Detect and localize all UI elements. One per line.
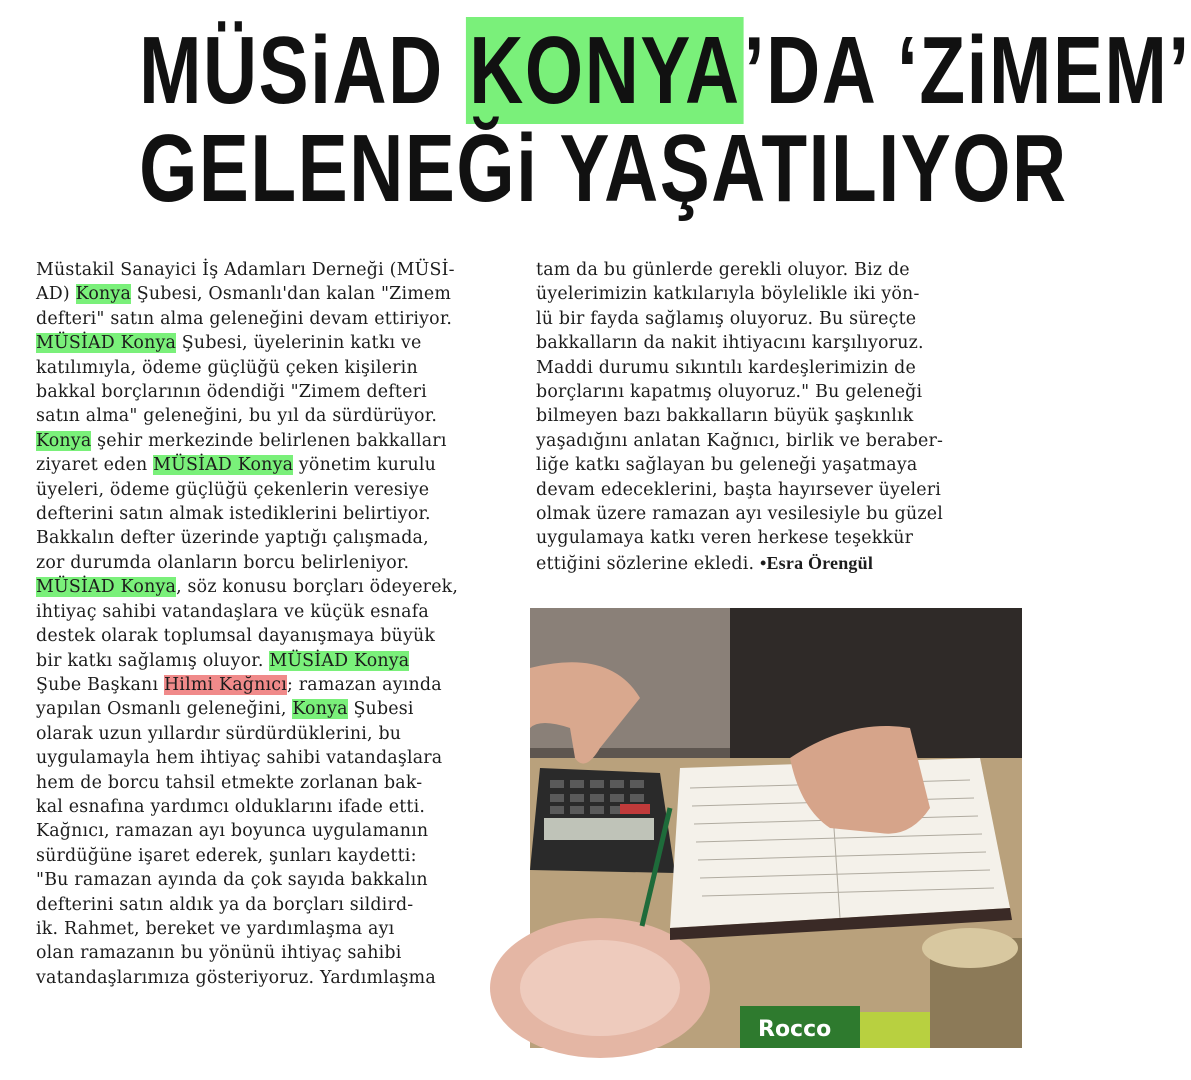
text-line: yaşadığını anlatan Kağnıcı, birlik ve beraber- bbox=[536, 430, 944, 451]
text-line: defteri" satın alma geleneğini devam ettiriyor. bbox=[36, 308, 453, 329]
text-line: ettiğini sözlerine ekledi. •Esra Örengül bbox=[536, 552, 874, 574]
text-line: Şube Başkanı Hilmi Kağnıcı; ramazan ayında bbox=[36, 674, 442, 695]
article-left-column bbox=[36, 258, 526, 990]
konya-highlight: Konya bbox=[75, 284, 132, 305]
text-line: olmak üzere ramazan ayı vesilesiyle bu güzel bbox=[536, 504, 943, 525]
candy-label: Rocco bbox=[758, 1017, 832, 1042]
headline-line-2: GELENEĞi YAŞATILIYOR bbox=[139, 115, 1068, 222]
text-line: devam edeceklerini, başta hayırsever üyeleri bbox=[536, 479, 942, 500]
text-line: tam da bu günlerde gerekli oluyor. Biz de bbox=[536, 260, 910, 280]
text-line: kal esnafına yardımcı olduklarını ifade etti. bbox=[36, 796, 426, 817]
text-line: Kağnıcı, ramazan ayı boyunca uygulamanın bbox=[36, 821, 429, 842]
person-name-highlight: Hilmi Kağnıcı bbox=[163, 674, 287, 695]
calculator-icon bbox=[530, 768, 675, 873]
text-line: defterini satın aldık ya da borçları sildird- bbox=[36, 894, 414, 915]
text-line: "Bu ramazan ayında da çok sayıda bakkalın bbox=[36, 870, 428, 891]
text-line: destek olarak toplumsal dayanışmaya büyük bbox=[36, 626, 436, 647]
text-line: MÜSİAD Konya Şubesi, üyelerinin katkı ve bbox=[36, 333, 422, 354]
text-line: defterini satın almak istediklerini belirtiyor. bbox=[36, 504, 431, 525]
text-line: sürdüğüne işaret ederek, şunları kaydetti: bbox=[36, 845, 417, 866]
text-line: bakkalların da nakit ihtiyacını karşılıyoruz. bbox=[536, 333, 924, 354]
text-line: bilmeyen bazı bakkalların büyük şaşkınlık bbox=[536, 406, 914, 427]
headline-text: ’DA ‘ZiMEM’ bbox=[743, 17, 1191, 124]
text-line: MÜSİAD Konya, söz konusu borçları ödeyerek, bbox=[36, 577, 459, 598]
author-byline: •Esra Örengül bbox=[759, 552, 874, 573]
text-line: yapılan Osmanlı geleneğini, Konya Şubesi bbox=[36, 699, 414, 720]
headline-line-1 bbox=[139, 17, 1191, 124]
text-line: borçlarını kapatmış oluyoruz." Bu geleneği bbox=[536, 382, 923, 403]
text-line: Müstakil Sanayici İş Adamları Derneği (MÜSİ- bbox=[36, 260, 455, 280]
text-line: bakkal borçlarının ödendiği "Zimem defteri bbox=[36, 382, 427, 403]
musiad-konya-highlight: MÜSİAD Konya bbox=[36, 333, 177, 354]
text-line: olarak uzun yıllardır sürdürdüklerini, bu bbox=[36, 723, 402, 744]
text-line: üyelerimizin katkılarıyla böylelikle iki yön- bbox=[536, 284, 920, 305]
article-right-column bbox=[536, 258, 994, 576]
text-line: lü bir fayda sağlamış oluyoruz. Bu süreçte bbox=[536, 308, 917, 329]
musiad-konya-highlight: MÜSİAD Konya bbox=[153, 455, 294, 476]
text-line: ik. Rahmet, bereket ve yardımlaşma ayı bbox=[36, 918, 395, 939]
headline bbox=[28, 17, 1191, 222]
text-line: Konya şehir merkezinde belirlenen bakkalları bbox=[36, 430, 447, 451]
text-line: Maddi durumu sıkıntılı kardeşlerimizin de bbox=[536, 357, 917, 378]
article-photo bbox=[530, 608, 1022, 1048]
musiad-konya-highlight: MÜSİAD Konya bbox=[36, 577, 177, 598]
text-line: ihtiyaç sahibi vatandaşlara ve küçük esnafa bbox=[36, 601, 429, 622]
text-line: hem de borcu tahsil etmekte zorlanan bak- bbox=[36, 772, 423, 793]
text-line: katılımıyla, ödeme güçlüğü çeken kişilerin bbox=[36, 357, 418, 378]
text-line: ziyaret eden MÜSİAD Konya yönetim kurulu bbox=[36, 455, 437, 476]
text-line: bir katkı sağlamış oluyor. MÜSİAD Konya bbox=[36, 650, 410, 671]
text-line: olan ramazanın bu yönünü ihtiyaç sahibi bbox=[36, 943, 402, 964]
text-line: zor durumda olanların borcu belirleniyor. bbox=[36, 552, 410, 573]
konya-highlight: Konya bbox=[292, 699, 348, 720]
text-line: liğe katkı sağlayan bu geleneği yaşatmaya bbox=[536, 455, 918, 476]
text-line: üyeleri, ödeme güçlüğü çekenlerin veresiye bbox=[36, 479, 430, 500]
text-line: vatandaşlarımıza gösteriyoruz. Yardımlaşma bbox=[36, 967, 436, 988]
text-line: uygulamayla hem ihtiyaç sahibi vatandaşlara bbox=[36, 748, 443, 769]
headline-text: MÜSiAD bbox=[139, 17, 467, 124]
text-line: satın alma" geleneğini, bu yıl da sürdürüyor. bbox=[36, 406, 438, 427]
photo-illustration bbox=[530, 608, 1022, 1048]
musiad-konya-highlight: MÜSİAD Konya bbox=[269, 650, 410, 671]
text-line: uygulamaya katkı veren herkese teşekkür bbox=[536, 528, 914, 549]
headline-konya-highlight: KONYA bbox=[466, 17, 744, 124]
text-line: Bakkalın defter üzerinde yaptığı çalışmada, bbox=[36, 528, 429, 549]
konya-highlight: Konya bbox=[36, 430, 92, 451]
text-line: AD) Konya Şubesi, Osmanlı'dan kalan "Zimem bbox=[36, 284, 452, 305]
